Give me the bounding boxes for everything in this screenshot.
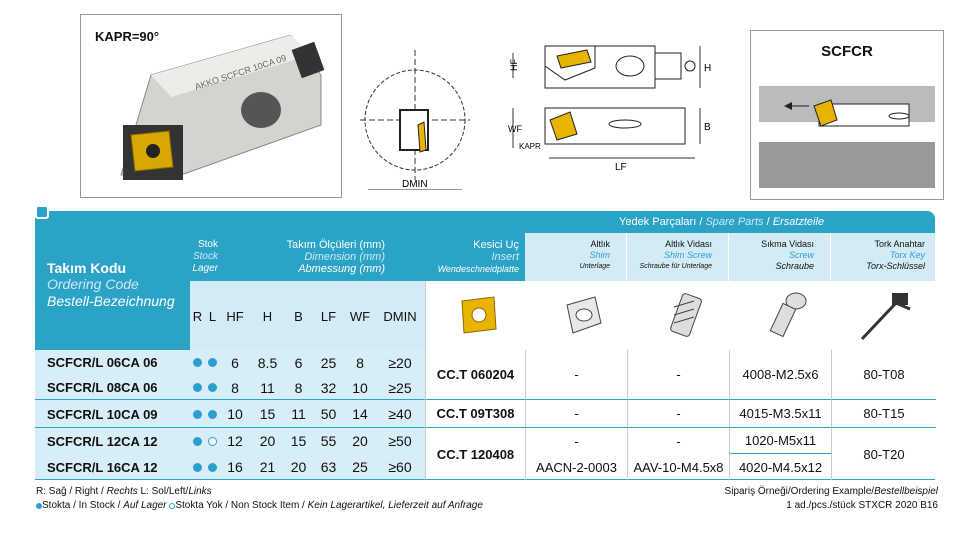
in-stock-dot <box>208 358 217 367</box>
shim-header-en: Shim <box>589 250 610 260</box>
col-r: R <box>192 308 203 324</box>
cell-dmin: ≥25 <box>388 379 412 396</box>
dmin-label: DMIN <box>402 179 428 190</box>
ordering-example-text: Sipariş Örneği/Ordering Example/ <box>724 486 875 497</box>
ordering-example-label <box>725 486 938 497</box>
shim-g2: - <box>526 400 628 428</box>
in-stock-dot <box>193 463 202 472</box>
ordering-example-de: Bestellbeispiel <box>874 486 938 497</box>
code-header <box>35 233 190 350</box>
stock-right-cell <box>190 375 205 400</box>
non-stock-dot <box>208 437 217 446</box>
screw-g2: 4015-M3.5x11 <box>730 400 832 428</box>
cell-wf: 10 <box>352 379 368 396</box>
insert-code-g2: CC.T 09T308 <box>426 400 526 428</box>
legend-nonstock: Stokta Yok / Non Stock Item / <box>175 500 305 511</box>
shim-screw-header <box>627 233 729 281</box>
col-wf: WF <box>349 308 371 324</box>
stock-header-de: Lager <box>192 263 218 274</box>
cell-wf: 8 <box>356 354 364 371</box>
dims-header-en: Dimension (mm) <box>304 251 385 263</box>
tool-holder-photo <box>101 35 331 195</box>
shim-screw-header-tr: Altlık Vidası <box>665 239 712 249</box>
clamp-screw-icon <box>766 289 810 341</box>
spare-parts-area <box>425 350 935 480</box>
in-stock-dot <box>193 383 202 392</box>
scfcr-panel <box>750 30 944 200</box>
screw-g3b: 4020-M4.5x12 <box>730 454 832 480</box>
hf-label: HF <box>509 59 519 71</box>
cell-wf: 25 <box>352 459 368 475</box>
cell-h: 8.5 <box>257 354 278 371</box>
torx-header <box>831 233 935 281</box>
stock-header <box>190 233 220 281</box>
dims-header-de: Abmessung (mm) <box>298 263 385 275</box>
stock-left-cell <box>205 454 220 480</box>
torx-header-tr: Tork Anahtar <box>874 239 925 249</box>
wf-label: WF <box>508 124 522 134</box>
cell-lf: 50 <box>320 406 337 422</box>
in-stock-dot <box>193 437 202 446</box>
cell-h: 15 <box>259 406 276 422</box>
shim-screw-g2: - <box>628 400 730 428</box>
cell-b: 8 <box>294 379 303 396</box>
cell-b: 6 <box>294 354 303 371</box>
cell-lf: 32 <box>320 379 337 396</box>
cell-dmin: ≥50 <box>388 433 412 449</box>
ordering-code: SCFCR/L 12CA 12 <box>47 433 158 449</box>
in-stock-dot <box>193 410 202 419</box>
legend-left-de: Links <box>188 486 212 497</box>
in-stock-dot <box>193 358 202 367</box>
h-label: H <box>704 63 712 74</box>
cell-hf: 6 <box>231 354 239 371</box>
col-b: B <box>294 308 303 324</box>
clamp-screw-header-en: Screw <box>788 250 814 260</box>
cell-b: 15 <box>290 433 307 449</box>
scfcr-diagram <box>759 76 935 194</box>
key-g3: 80-T20 <box>863 446 905 462</box>
dims-header <box>220 233 425 281</box>
cell-dmin: ≥40 <box>388 406 412 422</box>
cell-lf: 63 <box>320 459 337 475</box>
stock-header-tr: Stok <box>197 239 218 250</box>
shim-g3a: - <box>526 428 628 454</box>
stock-left-cell <box>205 428 220 454</box>
insert-header-de: Wendeschneidplatte <box>437 264 519 274</box>
ordering-code: SCFCR/L 16CA 12 <box>47 459 158 475</box>
cell-lf: 25 <box>320 354 337 371</box>
cell-dmin: ≥20 <box>388 354 412 371</box>
torx-header-en: Torx Key <box>889 250 925 260</box>
in-stock-dot <box>208 410 217 419</box>
cell-hf: 8 <box>231 379 239 396</box>
kapr-drawing-label: KAPR <box>519 142 541 151</box>
ordering-code: SCFCR/L 06CA 06 <box>47 355 158 370</box>
col-dmin: DMIN <box>383 308 417 324</box>
screw-g3a: 1020-M5x11 <box>730 428 832 454</box>
stock-right-cell <box>190 400 205 428</box>
dims-header-tr: Takım Ölçüleri (mm) <box>286 239 385 251</box>
header-corner-icon <box>35 205 49 219</box>
cell-hf: 10 <box>227 406 243 422</box>
spare-header-en: Spare Parts <box>705 216 764 228</box>
cell-h: 20 <box>259 433 276 449</box>
legend-nonstock-de: Kein Lagerartikel, Lieferzeit auf Anfrage <box>307 500 483 511</box>
shim-header-de: Unterlage <box>579 263 610 270</box>
key-g2: 80-T15 <box>832 400 936 428</box>
shim-screw-g1: - <box>628 350 730 400</box>
cell-hf: 16 <box>227 459 243 475</box>
cell-hf: 12 <box>227 433 243 449</box>
shim-screw-header-en: Shim Screw <box>663 250 712 260</box>
insert-icon <box>456 293 500 337</box>
stock-left-cell <box>205 400 220 428</box>
shim-icon <box>561 293 605 337</box>
clamp-screw-header <box>729 233 831 281</box>
b-label: B <box>704 122 711 133</box>
shim-screw-header-de: Schraube für Unterlage <box>639 263 712 270</box>
lf-label: LF <box>615 162 627 173</box>
stock-right-cell <box>190 454 205 480</box>
col-hf: HF <box>226 308 244 324</box>
cell-wf: 20 <box>352 433 368 449</box>
code-header-de: Bestell-Bezeichnung <box>47 293 175 309</box>
tool-photo-panel <box>80 14 342 198</box>
cell-dmin: ≥60 <box>388 459 412 475</box>
ordering-example-value: 1 ad./pcs./stück STXCR 2020 B16 <box>786 500 938 511</box>
pictures-row <box>425 281 935 350</box>
column-letters-row <box>190 281 425 350</box>
dmin-drawing <box>360 30 470 190</box>
insert-code-g1: CC.T 060204 <box>426 350 526 400</box>
in-stock-dot <box>208 463 217 472</box>
legend-right-de: Rechts <box>106 486 138 497</box>
spare-header: Yedek Parçaları / Spare Parts / Ersatzteile <box>525 211 935 233</box>
stock-right-cell <box>190 428 205 454</box>
cell-b: 20 <box>290 459 307 475</box>
legend-instock: Stokta / In Stock / <box>42 500 121 511</box>
shim-g1: - <box>526 350 628 400</box>
code-header-tr: Takım Kodu <box>47 260 127 276</box>
footer-legend-1 <box>36 486 212 497</box>
clamp-screw-header-tr: Sıkma Vidası <box>761 239 814 249</box>
scfcr-title: SCFCR <box>821 43 873 60</box>
cell-h: 21 <box>259 459 276 475</box>
insert-header-tr: Kesici Uç <box>473 239 519 251</box>
shim-header-tr: Altlık <box>590 239 610 249</box>
col-h: H <box>262 308 273 324</box>
ordering-code: SCFCR/L 08CA 06 <box>47 380 158 395</box>
clamp-screw-header-de: Schraube <box>775 261 814 271</box>
torx-header-de: Torx-Schlüssel <box>866 261 925 271</box>
footer-legend-2 <box>36 500 483 511</box>
torx-key-icon <box>856 289 916 345</box>
stock-left-cell <box>205 375 220 400</box>
spare-subheader <box>525 233 935 281</box>
stock-right-cell <box>190 350 205 375</box>
insert-header-en: Insert <box>491 251 519 263</box>
legend-right: R: Sağ / Right / <box>36 486 107 497</box>
stock-header-en: Stock <box>192 251 218 262</box>
col-l: L <box>208 308 217 324</box>
cell-h: 11 <box>260 379 275 396</box>
screw-g1: 4008-M2.5x6 <box>730 350 832 400</box>
cell-wf: 14 <box>352 406 368 422</box>
code-header-en: Ordering Code <box>47 276 139 292</box>
cell-lf: 55 <box>320 433 337 449</box>
spare-header-tr: Yedek Parçaları <box>619 216 697 228</box>
col-lf: LF <box>320 308 337 324</box>
insert-header <box>425 233 525 281</box>
in-stock-dot <box>208 383 217 392</box>
shim-screw-g3a: - <box>628 428 730 454</box>
insert-code-g3: CC.T 120408 <box>426 428 526 480</box>
shim-screw-g3b: AAV-10-M4.5x8 <box>628 454 730 480</box>
legend-left: L: Sol/Left/ <box>137 486 189 497</box>
key-g1: 80-T08 <box>832 350 936 400</box>
kapr-label: KAPR=90° <box>95 29 160 44</box>
spare-header-de: Ersatzteile <box>772 216 825 228</box>
shim-screw-icon <box>664 289 708 341</box>
stock-left-cell <box>205 350 220 375</box>
dimension-drawing <box>505 38 720 173</box>
shim-g3b: AACN-2-0003 <box>526 454 628 480</box>
shim-header <box>525 233 627 281</box>
cell-b: 11 <box>291 406 306 422</box>
legend-instock-de: Auf Lager <box>123 500 167 511</box>
engraving-text: AKKO SCFCR 10CA 09 <box>193 52 288 92</box>
ordering-code: SCFCR/L 10CA 09 <box>47 406 158 422</box>
